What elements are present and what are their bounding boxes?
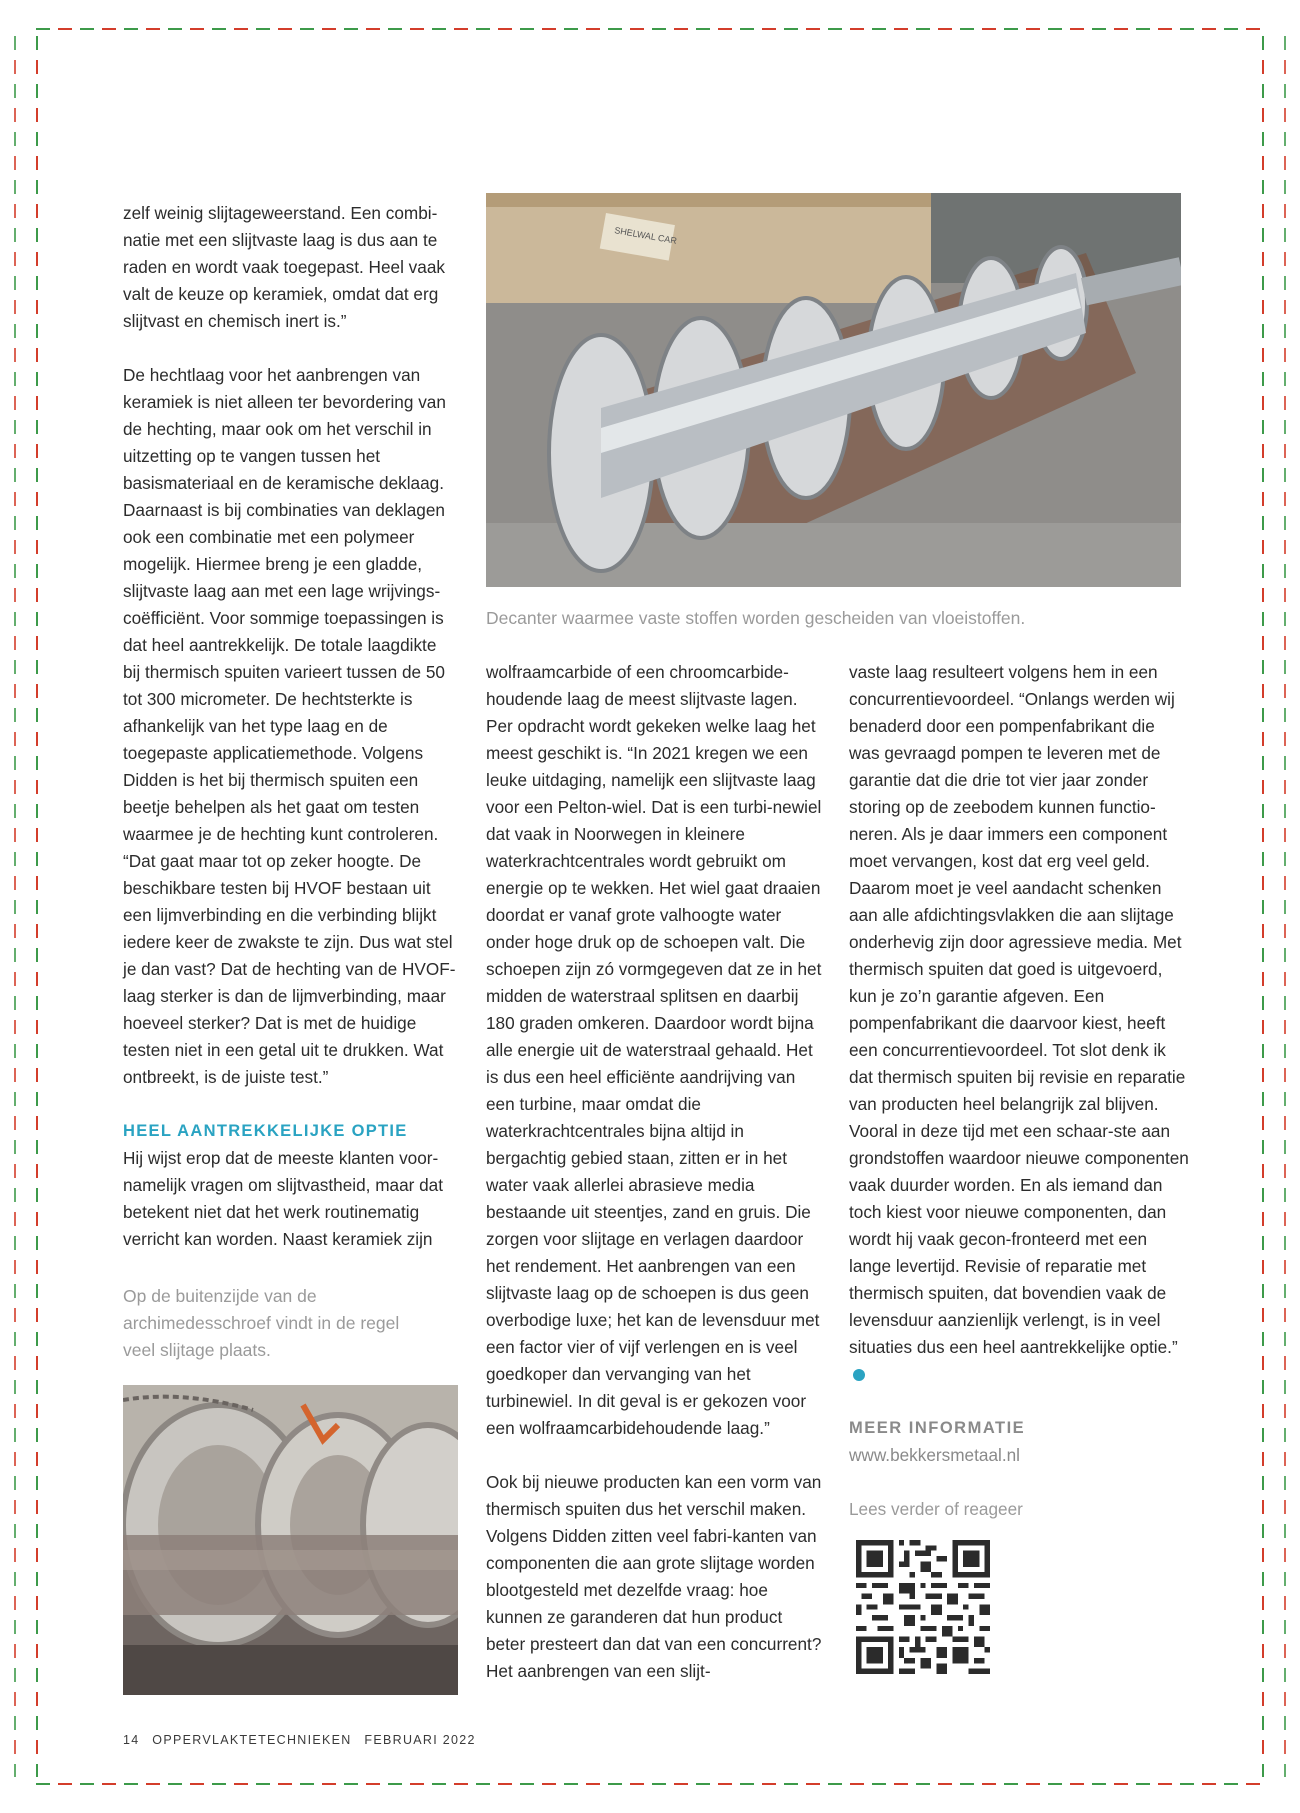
section-subhead: HEEL AANTREKKELIJKE OPTIE (123, 1122, 408, 1140)
paragraph: De hechtlaag voor het aanbrengen van keramiek is niet alleen ter bevordering van de hechting, maar ook om het verschil in uitzetting op te vangen tussen het basismateriaal en de keramische deklaag. Daarnaast is bij combinaties van deklagen ook een combinatie met een polymeer mogelijk. Hiermee breng je een gladde, slijtvaste laag aan met een lage wrijvings-coëfficiënt. Voor sommige toepassingen is dat heel aantrekkelijk. De totale laagdikte bij thermisch spuiten varieert tussen de 50 tot 300 micrometer. De hechtsterkte is afhankelijk van het type laag en de toegepaste applicatiemethode. Volgens Didden is het bij thermisch spuiten een beetje behelpen als het gaat om testen waarmee je de hechting kunt controleren. “Dat gaat maar tot op zeker hoogte. De beschikbare testen bij HVOF bestaan uit een lijmverbinding en die verbinding blijkt iedere keer de zwakste te zijn. Dus wat stel je dan vast? Dat de hechting van de HVOF-laag sterker is dan de lijmverbinding, maar hoeveel sterker? Dat is met de huidige testen niet in een getal uit te drukken. Wat ontbreekt, is de juiste test.” (123, 365, 456, 1087)
crop-mark-top (36, 28, 1264, 30)
page-number: 14 (123, 1733, 140, 1747)
page-footer (123, 1733, 476, 1747)
more-info-label: MEER INFORMATIE (849, 1419, 1026, 1437)
photo-decanter (486, 193, 1181, 587)
paragraph: Hij wijst erop dat de meeste klanten voor-namelijk vragen om slijtvastheid, maar dat betekent niet dat het werk routinematig verricht kan worden. Naast keramiek zijn (123, 1148, 444, 1249)
crop-mark-bottom (36, 1783, 1264, 1785)
paragraph: Ook bij nieuwe producten kan een vorm van thermisch spuiten dus het verschil maken. Volgens Didden zitten veel fabri-kanten van componenten die aan grote slijtage worden blootgesteld met dezelfde vraag: hoe kunnen ze garanderen dat hun product beter presteert dan dat van een concurrent? Het aanbrengen van een slijt- (486, 1472, 822, 1681)
photo-archimedes-screw (123, 1385, 458, 1695)
read-more-label: Lees verder of reageer (849, 1499, 1023, 1519)
paragraph: zelf weinig slijtageweerstand. Een combi-natie met een slijtvaste laag is dus aan te raden en wordt vaak toegepast. Heel vaak valt de keuze op keramiek, omdat dat erg slijtvast en chemisch inert is.” (123, 203, 445, 331)
more-info-link[interactable]: www.bekkersmetaal.nl (849, 1445, 1020, 1465)
crop-mark-right-outer (1284, 36, 1286, 1777)
end-mark-icon (853, 1369, 865, 1381)
photo-decanter-illustration (486, 193, 1181, 587)
paragraph: wolfraamcarbide of een chroomcarbide-houdende laag de meest slijtvaste lagen. Per opdracht wordt gekeken welke laag het meest geschikt is. “In 2021 kregen we een leuke uitdaging, namelijk een slijtvaste laag voor een Pelton-wiel. Dat is een turbi-newiel dat vaak in Noorwegen in kleinere waterkrachtcentrales wordt gebruikt om energie op te wekken. Het wiel gaat draaien doordat er vanaf grote valhoogte water onder hoge druk op de schoepen valt. Die schoepen zijn zó vormgegeven dat ze in het midden de waterstraal splitsen en daarbij 180 graden omkeren. Daardoor wordt bijna alle energie uit de waterstraal gehaald. Het is dus een heel efficiënte aandrijving van een turbine, maar omdat die waterkrachtcentrales bijna altijd in bergachtig gebied staan, zitten er in het water vaak allerlei abrasieve media bestaande uit steentjes, zand en gruis. Die zorgen voor slijtage en verlagen daardoor het rendement. Het aanbrengen van een slijtvaste laag op de schoepen is dus geen overbodige luxe; het kan de levensduur met een factor vier of vijf verlengen en is veel goedkoper dan vervanging van het turbinewiel. In dit geval is er gekozen voor een wolfraamcarbidehoudende laag.” (486, 662, 822, 1438)
issue-date: FEBRUARI 2022 (364, 1733, 476, 1747)
photo-archimedes-screw-illustration (123, 1385, 458, 1695)
crop-mark-left-outer (14, 36, 16, 1777)
paragraph (849, 659, 1189, 1388)
paragraph-text: vaste laag resulteert volgens hem in een concurrentievoordeel. “Onlangs werden wij benaderd door een pompenfabrikant die was gevraagd pompen te leveren met de garantie dat die drie tot vier jaar zonder storing op de zeebodem kunnen functio-neren. Als je daar immers een component moet vervangen, kost dat erg veel geld. Daarom moet je veel aandacht schenken aan alle afdichtingsvlakken die aan slijtage onderhevig zijn door agressieve media. Met thermisch spuiten dat goed is uitgevoerd, kun je zo’n garantie afgeven. Een pompenfabrikant die daarvoor kiest, heeft een concurrentievoordeel. Tot slot denk ik dat thermisch spuiten bij revisie en reparatie van producten heel belangrijk zal blijven. Vooral in deze tijd met een schaar-ste aan grondstoffen waardoor nieuwe componenten vaak duurder worden. En als iemand dan toch kiest voor nieuwe componenten, dan wordt hij vaak gecon-fronteerd met een lange levertijd. Revisie of reparatie met thermisch spuiten, dat bovendien vaak de levensduur aanzienlijk verlengt, is in veel situaties dus een heel aantrekkelijke optie.” (849, 662, 1189, 1357)
article-column-3 (849, 659, 1189, 1523)
magazine-name: OPPERVLAKTETECHNIEKEN (152, 1733, 352, 1747)
photo-caption-decanter: Decanter waarmee vaste stoffen worden gescheiden van vloeistoffen. (486, 608, 1026, 628)
photo-caption-screw: Op de buitenzijde van de archimedesschroef vindt in de regel veel slijtage plaats. (123, 1286, 400, 1360)
article-column-2 (486, 659, 824, 1685)
crop-mark-right (1262, 36, 1264, 1777)
article-column-1 (123, 200, 458, 1253)
crate-label: SHELWAL CAR (613, 225, 678, 246)
qr-code-icon[interactable] (856, 1540, 990, 1674)
crop-mark-left (36, 36, 38, 1777)
